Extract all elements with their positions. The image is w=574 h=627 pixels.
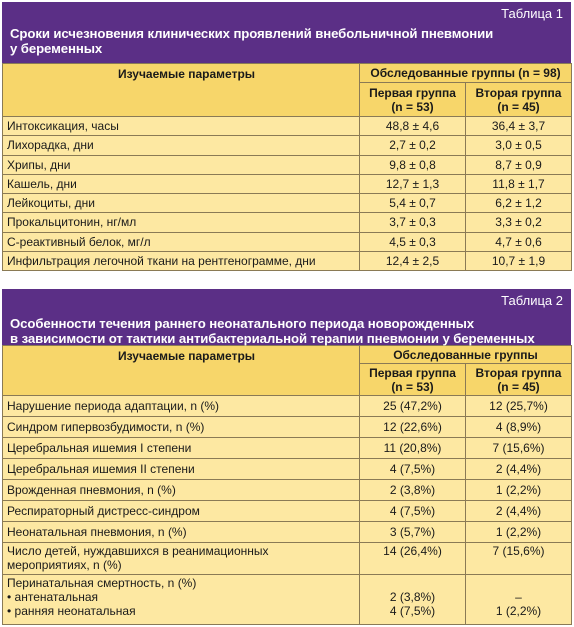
- row-group1-value: 9,8 ± 0,8: [360, 155, 466, 174]
- table-2-number: Таблица 2: [501, 293, 563, 308]
- row-group1-value: 25 (47,2%): [360, 396, 466, 417]
- row-group2-value: [466, 575, 572, 625]
- table-row: [3, 501, 572, 522]
- row-param: Неонатальная пневмония, n (%): [3, 522, 360, 543]
- table-2: [2, 289, 571, 625]
- row-group2-value: 12 (25,7%): [466, 396, 572, 417]
- group2-n: (n = 45): [497, 99, 540, 114]
- col-header-params: Изучаемые параметры: [3, 64, 360, 117]
- table-row: [3, 155, 572, 174]
- row-group1-value: 4 (7,5%): [360, 501, 466, 522]
- table-1-number: Таблица 1: [501, 6, 563, 21]
- row-param-antenatal: • антенатальная: [7, 590, 98, 604]
- table-2-grid: [2, 345, 572, 625]
- row-param: [3, 543, 360, 575]
- row-param: Инфильтрация легочной ткани на рентгенограмме, дни: [3, 251, 360, 270]
- row-group2-value: 4 (8,9%): [466, 417, 572, 438]
- table-row: [3, 174, 572, 193]
- group1-early-neonatal-value: 4 (7,5%): [389, 604, 436, 618]
- table-1: [2, 2, 571, 271]
- table-row: [3, 136, 572, 155]
- row-param: Кашель, дни: [3, 174, 360, 193]
- row-group1-value: 4,5 ± 0,3: [360, 232, 466, 251]
- table-2-title-line2: в зависимости от тактики антибактериальной терапии пневмонии у беременных: [10, 331, 535, 346]
- row-group2-value: 3,0 ± 0,5: [466, 136, 572, 155]
- row-group2-value: 2 (4,4%): [466, 501, 572, 522]
- group2-early-neonatal-value: 1 (2,2%): [495, 604, 542, 618]
- row-param: Респираторный дистресс-синдром: [3, 501, 360, 522]
- table-row: [3, 194, 572, 213]
- row-group1-value: 48,8 ± 4,6: [360, 117, 466, 136]
- col-header-params: Изучаемые параметры: [3, 346, 360, 396]
- table-1-title: [2, 26, 550, 56]
- row-group1-value: [360, 575, 466, 625]
- table-row-mortality: [3, 575, 572, 625]
- group1-n: (n = 53): [391, 379, 434, 394]
- table-1-title-line1: Сроки исчезновения клинических проявлений внебольничной пневмонии: [10, 26, 494, 41]
- row-group2-value: 4,7 ± 0,6: [466, 232, 572, 251]
- col-header-group1: [360, 364, 466, 396]
- group1-antenatal-value: 2 (3,8%): [389, 590, 436, 604]
- row-param: Синдром гипервозбудимости, n (%): [3, 417, 360, 438]
- row-group2-value: 6,2 ± 1,2: [466, 194, 572, 213]
- group1-label: Первая группа: [369, 365, 456, 380]
- table-row: [3, 232, 572, 251]
- row-group1-value: 12 (22,6%): [360, 417, 466, 438]
- table-1-grid: [2, 63, 572, 271]
- row-group2-value: 7 (15,6%): [466, 543, 572, 575]
- row-group2-value: 36,4 ± 3,7: [466, 117, 572, 136]
- table-row: [3, 438, 572, 459]
- table-2-title: [2, 316, 570, 346]
- col-header-group1: [360, 83, 466, 117]
- row-group1-value: 2 (3,8%): [360, 480, 466, 501]
- group2-label: Вторая группа: [475, 85, 562, 100]
- row-param: С-реактивный белок, мг/л: [3, 232, 360, 251]
- row-param: Церебральная ишемия II степени: [3, 459, 360, 480]
- row-param-line2: мероприятиях, n (%): [7, 558, 122, 572]
- group2-n: (n = 45): [497, 379, 540, 394]
- row-group2-value: 7 (15,6%): [466, 438, 572, 459]
- table-2-title-line1: Особенности течения раннего неонатального периода новорожденных: [10, 316, 475, 331]
- row-group1-value: 12,7 ± 1,3: [360, 174, 466, 193]
- table-1-title-line2: у беременных: [10, 41, 103, 56]
- row-param: Лихорадка, дни: [3, 136, 360, 155]
- row-group2-value: 11,8 ± 1,7: [466, 174, 572, 193]
- row-param-early-neonatal: • ранняя неонатальная: [7, 604, 136, 618]
- table-row-reanimation: [3, 543, 572, 575]
- row-param: [3, 575, 360, 625]
- col-header-group2: [466, 83, 572, 117]
- row-param: Нарушение периода адаптации, n (%): [3, 396, 360, 417]
- col-header-groups: Обследованные группы (n = 98): [360, 64, 572, 83]
- table-1-header: [2, 2, 571, 63]
- row-group1-value: 5,4 ± 0,7: [360, 194, 466, 213]
- row-param: Лейкоциты, дни: [3, 194, 360, 213]
- row-group2-value: 1 (2,2%): [466, 522, 572, 543]
- row-param: Врожденная пневмония, n (%): [3, 480, 360, 501]
- table-row: [3, 480, 572, 501]
- row-group1-value: 11 (20,8%): [360, 438, 466, 459]
- table-2-header: [2, 289, 571, 345]
- row-group1-value: 4 (7,5%): [360, 459, 466, 480]
- row-param: Прокальцитонин, нг/мл: [3, 213, 360, 232]
- row-param: Церебральная ишемия I степени: [3, 438, 360, 459]
- row-param: Интоксикация, часы: [3, 117, 360, 136]
- row-group1-value: 3 (5,7%): [360, 522, 466, 543]
- group1-n: (n = 53): [391, 99, 434, 114]
- group1-label: Первая группа: [369, 85, 456, 100]
- table-row: [3, 522, 572, 543]
- table-row: [3, 396, 572, 417]
- row-group1-value: 3,7 ± 0,3: [360, 213, 466, 232]
- row-param: Хрипы, дни: [3, 155, 360, 174]
- group2-antenatal-value: –: [515, 590, 522, 604]
- table-row: [3, 213, 572, 232]
- row-group1-value: 12,4 ± 2,5: [360, 251, 466, 270]
- row-group2-value: 2 (4,4%): [466, 459, 572, 480]
- row-group2-value: 1 (2,2%): [466, 480, 572, 501]
- row-group2-value: 3,3 ± 0,2: [466, 213, 572, 232]
- row-group2-value: 8,7 ± 0,9: [466, 155, 572, 174]
- table-row: [3, 417, 572, 438]
- row-param-line1: Перинатальная смертность, n (%): [7, 576, 197, 590]
- table-row: [3, 117, 572, 136]
- table-row: [3, 459, 572, 480]
- group2-label: Вторая группа: [475, 365, 562, 380]
- row-param-line1: Число детей, нуждавшихся в реанимационных: [7, 544, 269, 558]
- row-group1-value: 14 (26,4%): [360, 543, 466, 575]
- col-header-groups: Обследованные группы: [360, 346, 572, 364]
- row-group2-value: 10,7 ± 1,9: [466, 251, 572, 270]
- row-group1-value: 2,7 ± 0,2: [360, 136, 466, 155]
- table-row: [3, 251, 572, 270]
- col-header-group2: [466, 364, 572, 396]
